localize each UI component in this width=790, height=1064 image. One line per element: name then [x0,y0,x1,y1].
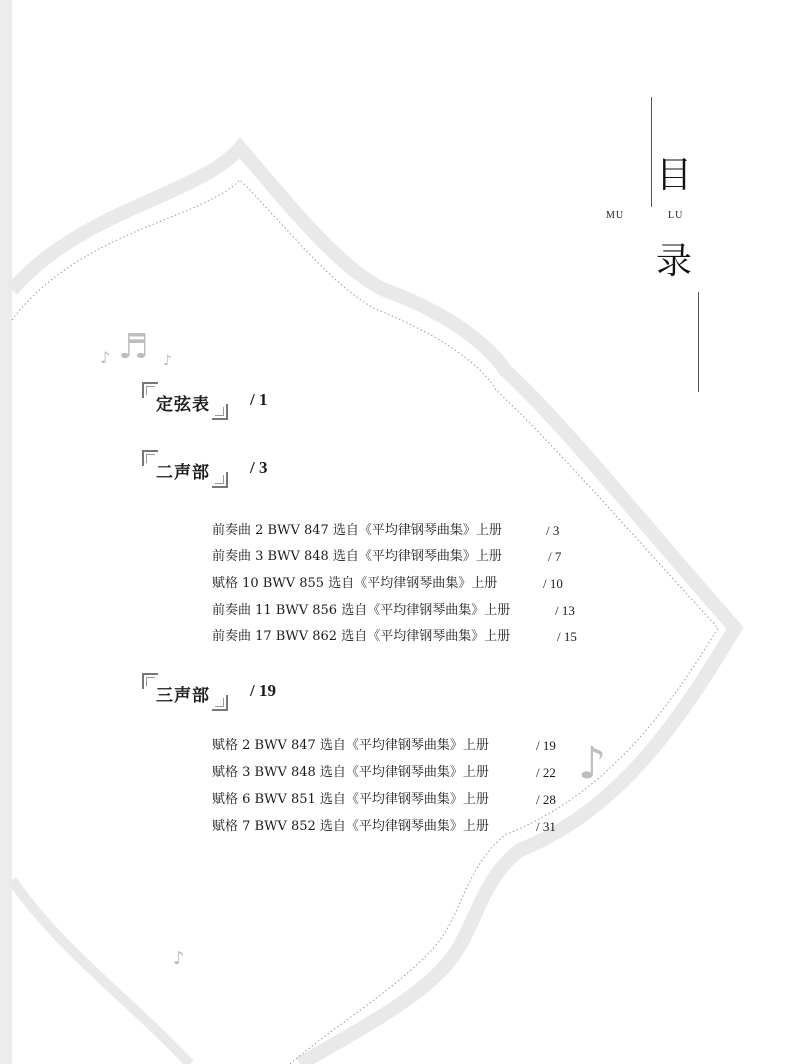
section-bracket-right [212,472,228,488]
entry-title: 赋格 6 BWV 851 选自《平均律钢琴曲集》上册 [212,792,489,807]
entry-title: 前奏曲 3 BWV 848 选自《平均律钢琴曲集》上册 [212,549,502,564]
entry-page: / 3 [546,523,560,538]
title-line-bottom [698,292,699,392]
entry-title: 赋格 3 BWV 848 选自《平均律钢琴曲集》上册 [212,765,489,780]
toc-entry [212,818,556,836]
sixteenth-notes-icon: ♬ [118,327,149,367]
title-char-mu: 目 [656,155,693,196]
section-title: 三声部 [156,686,210,706]
title-char-lu: 录 [656,241,693,282]
title-pinyin-mu: MU [606,210,625,221]
entry-title: 前奏曲 17 BWV 862 选自《平均律钢琴曲集》上册 [212,629,511,644]
entry-title: 赋格 10 BWV 855 选自《平均律钢琴曲集》上册 [212,576,498,591]
entry-page: / 15 [557,629,577,644]
section-page: / 19 [250,681,276,700]
toc-entry [212,628,577,646]
entry-page: / 31 [536,819,556,834]
frame-left-lower [12,880,190,1064]
toc-section-two-voice [142,450,442,490]
title-line-top [651,97,652,207]
toc-section-three-voice [142,673,442,713]
toc-section-tuning [142,382,442,422]
entry-page: / 10 [543,576,563,591]
eighth-note-icon: ♪ [578,738,607,789]
section-bracket-right [212,695,228,711]
entry-page: / 13 [555,603,575,618]
entry-title: 赋格 2 BWV 847 选自《平均律钢琴曲集》上册 [212,738,489,753]
toc-entry [212,522,560,540]
toc-entry [212,737,556,755]
entry-title: 前奏曲 2 BWV 847 选自《平均律钢琴曲集》上册 [212,523,502,538]
toc-entry [212,548,562,566]
entry-page: / 19 [536,738,556,753]
entry-title: 赋格 7 BWV 852 选自《平均律钢琴曲集》上册 [212,819,489,834]
entry-title: 前奏曲 11 BWV 856 选自《平均律钢琴曲集》上册 [212,603,511,618]
entry-page: / 28 [536,792,556,807]
music-note-icon: ♪ [173,948,185,969]
music-note-icon: ♪ [163,353,172,369]
section-page: / 1 [250,390,268,409]
frame-inner-dotted [12,180,718,1064]
title-pinyin-lu: LU [668,210,684,221]
music-note-icon: ♪ [100,348,111,367]
section-page: / 3 [250,458,268,477]
toc-entry [212,602,575,620]
toc-entry [212,764,556,782]
toc-entry [212,791,556,809]
section-bracket-right [212,404,228,420]
entry-page: / 7 [548,549,562,564]
toc-entry [212,575,563,593]
section-title: 二声部 [156,463,210,483]
entry-page: / 22 [536,765,556,780]
section-title: 定弦表 [156,395,210,415]
